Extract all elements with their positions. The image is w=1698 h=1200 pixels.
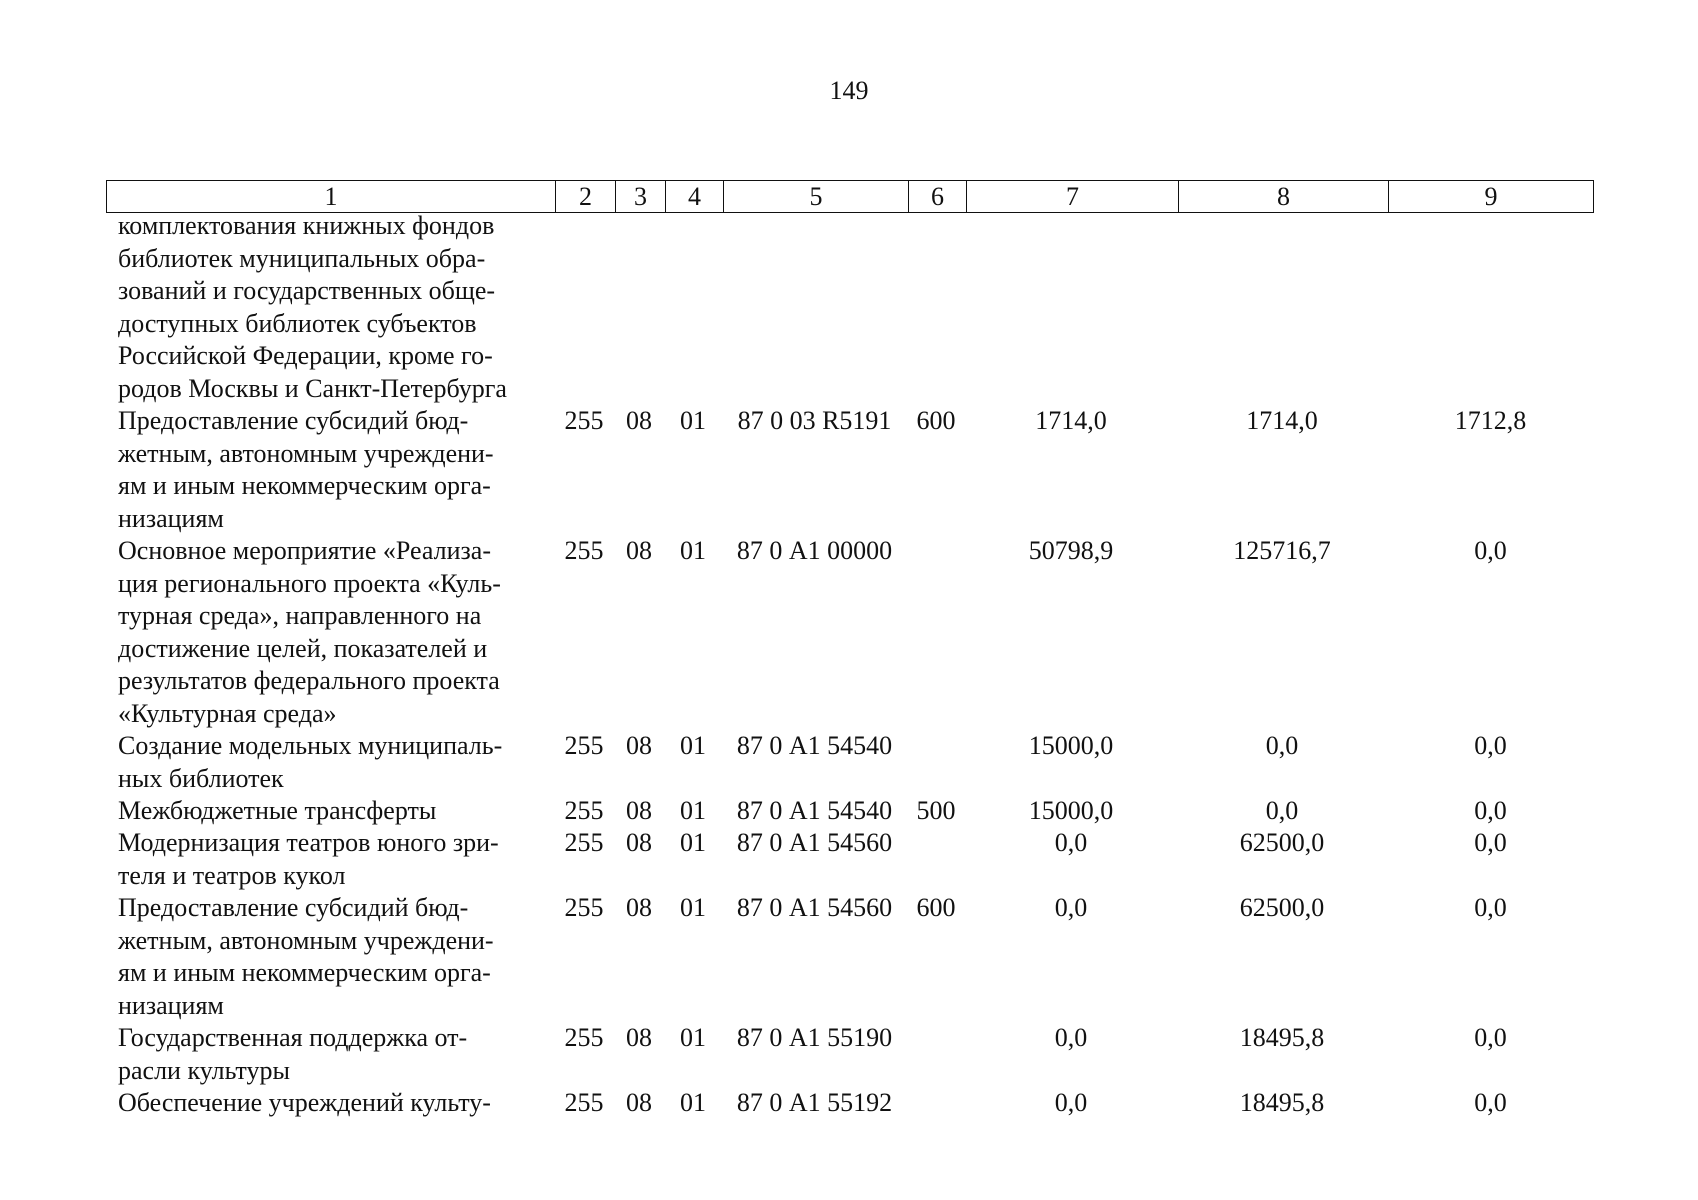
cell-col-7: 50798,9 [1028, 536, 1114, 565]
cell-col-7: 0,0 [1054, 1023, 1088, 1052]
cell-col-2: 255 [564, 1023, 604, 1052]
cell-col-2: 255 [564, 893, 604, 922]
cell-col-7: 1714,0 [1035, 406, 1107, 435]
table-row [106, 892, 1594, 1022]
cell-col-4: 01 [680, 406, 706, 435]
cell-col-9: 0,0 [1474, 796, 1507, 825]
cell-col-5: 87 0 А1 54540 [736, 731, 893, 760]
cell-col-7: 15000,0 [1028, 731, 1114, 760]
cell-col-5: 87 0 А1 54560 [736, 828, 893, 857]
cell-col-8: 0,0 [1265, 731, 1299, 760]
header-col-2: 2 [555, 181, 615, 212]
cell-col-2: 255 [564, 796, 604, 825]
table-header [106, 180, 1594, 213]
cell-col-6: 500 [916, 796, 956, 825]
row-description: Предоставление субсидий бюд- жетным, автономным учреждени- ям и иным некоммерческим орга- низациям [118, 893, 494, 1020]
cell-col-7: 0,0 [1054, 1088, 1088, 1117]
cell-col-8: 18495,8 [1239, 1088, 1325, 1117]
cell-col-6: 600 [916, 893, 956, 922]
cell-col-8: 62500,0 [1239, 893, 1325, 922]
cell-col-9: 1712,8 [1454, 406, 1527, 435]
table-row [106, 535, 1594, 730]
row-description: Межбюджетные трансферты [118, 796, 437, 825]
cell-col-3: 08 [626, 406, 652, 435]
cell-col-3: 08 [626, 1088, 652, 1117]
row-description: комплектования книжных фондов библиотек муниципальных обра- зований и государственных обще- доступных библиотек субъектов Российской Федерации, кроме го- родов Москвы и Санкт-Петербурга [118, 211, 507, 403]
table-row [106, 210, 1594, 405]
cell-col-8: 125716,7 [1233, 536, 1331, 565]
cell-col-2: 255 [564, 1088, 604, 1117]
header-col-3: 3 [615, 181, 665, 212]
cell-col-9: 0,0 [1474, 1023, 1507, 1052]
cell-col-9: 0,0 [1474, 731, 1507, 760]
cell-col-7: 0,0 [1054, 893, 1088, 922]
cell-col-8: 18495,8 [1239, 1023, 1325, 1052]
cell-col-5: 87 0 А1 55190 [736, 1023, 893, 1052]
table-row [106, 405, 1594, 535]
cell-col-5: 87 0 А1 00000 [736, 536, 893, 565]
cell-col-4: 01 [680, 536, 706, 565]
table-row [106, 1022, 1594, 1087]
cell-col-5: 87 0 А1 54560 [736, 893, 893, 922]
table-row [106, 730, 1594, 795]
row-description: Модернизация театров юного зри- теля и театров кукол [118, 828, 499, 890]
cell-col-8: 62500,0 [1239, 828, 1325, 857]
cell-col-4: 01 [680, 731, 706, 760]
cell-col-9: 0,0 [1474, 893, 1507, 922]
cell-col-4: 01 [680, 1088, 706, 1117]
header-col-6: 6 [908, 181, 966, 212]
cell-col-8: 0,0 [1265, 796, 1299, 825]
header-col-4: 4 [665, 181, 723, 212]
row-description: Основное мероприятие «Реализа- ция регионального проекта «Куль- турная среда», направленного на достижение целей, показателей и результатов федерального проекта «Культурная среда» [118, 536, 501, 728]
cell-col-5: 87 0 А1 54540 [736, 796, 893, 825]
table-row [106, 795, 1594, 828]
row-description: Предоставление субсидий бюд- жетным, автономным учреждени- ям и иным некоммерческим орга- низациям [118, 406, 494, 533]
cell-col-2: 255 [564, 406, 604, 435]
cell-col-4: 01 [680, 828, 706, 857]
cell-col-3: 08 [626, 828, 652, 857]
cell-col-2: 255 [564, 731, 604, 760]
table-row [106, 827, 1594, 892]
table-row [106, 1087, 1594, 1120]
row-description: Создание модельных муниципаль- ных библиотек [118, 731, 503, 793]
header-col-5: 5 [723, 181, 908, 212]
cell-col-9: 0,0 [1474, 828, 1507, 857]
cell-col-8: 1714,0 [1246, 406, 1318, 435]
cell-col-2: 255 [564, 828, 604, 857]
header-col-9: 9 [1388, 181, 1593, 212]
header-col-8: 8 [1178, 181, 1388, 212]
cell-col-4: 01 [680, 1023, 706, 1052]
row-description: Государственная поддержка от- расли культуры [118, 1023, 468, 1085]
cell-col-7: 0,0 [1054, 828, 1088, 857]
cell-col-5: 87 0 А1 55192 [736, 1088, 893, 1117]
row-description: Обеспечение учреждений культу- [118, 1088, 491, 1117]
cell-col-6: 600 [916, 406, 956, 435]
header-col-1: 1 [324, 182, 338, 211]
cell-col-3: 08 [626, 796, 652, 825]
cell-col-2: 255 [564, 536, 604, 565]
cell-col-4: 01 [680, 796, 706, 825]
cell-col-3: 08 [626, 536, 652, 565]
cell-col-9: 0,0 [1474, 1088, 1507, 1117]
cell-col-9: 0,0 [1474, 536, 1507, 565]
cell-col-3: 08 [626, 893, 652, 922]
cell-col-7: 15000,0 [1028, 796, 1114, 825]
cell-col-3: 08 [626, 731, 652, 760]
cell-col-4: 01 [680, 893, 706, 922]
header-col-7: 7 [966, 181, 1178, 212]
cell-col-3: 08 [626, 1023, 652, 1052]
cell-col-5: 87 0 03 R5191 [737, 406, 892, 435]
page-number: 149 [829, 76, 869, 105]
